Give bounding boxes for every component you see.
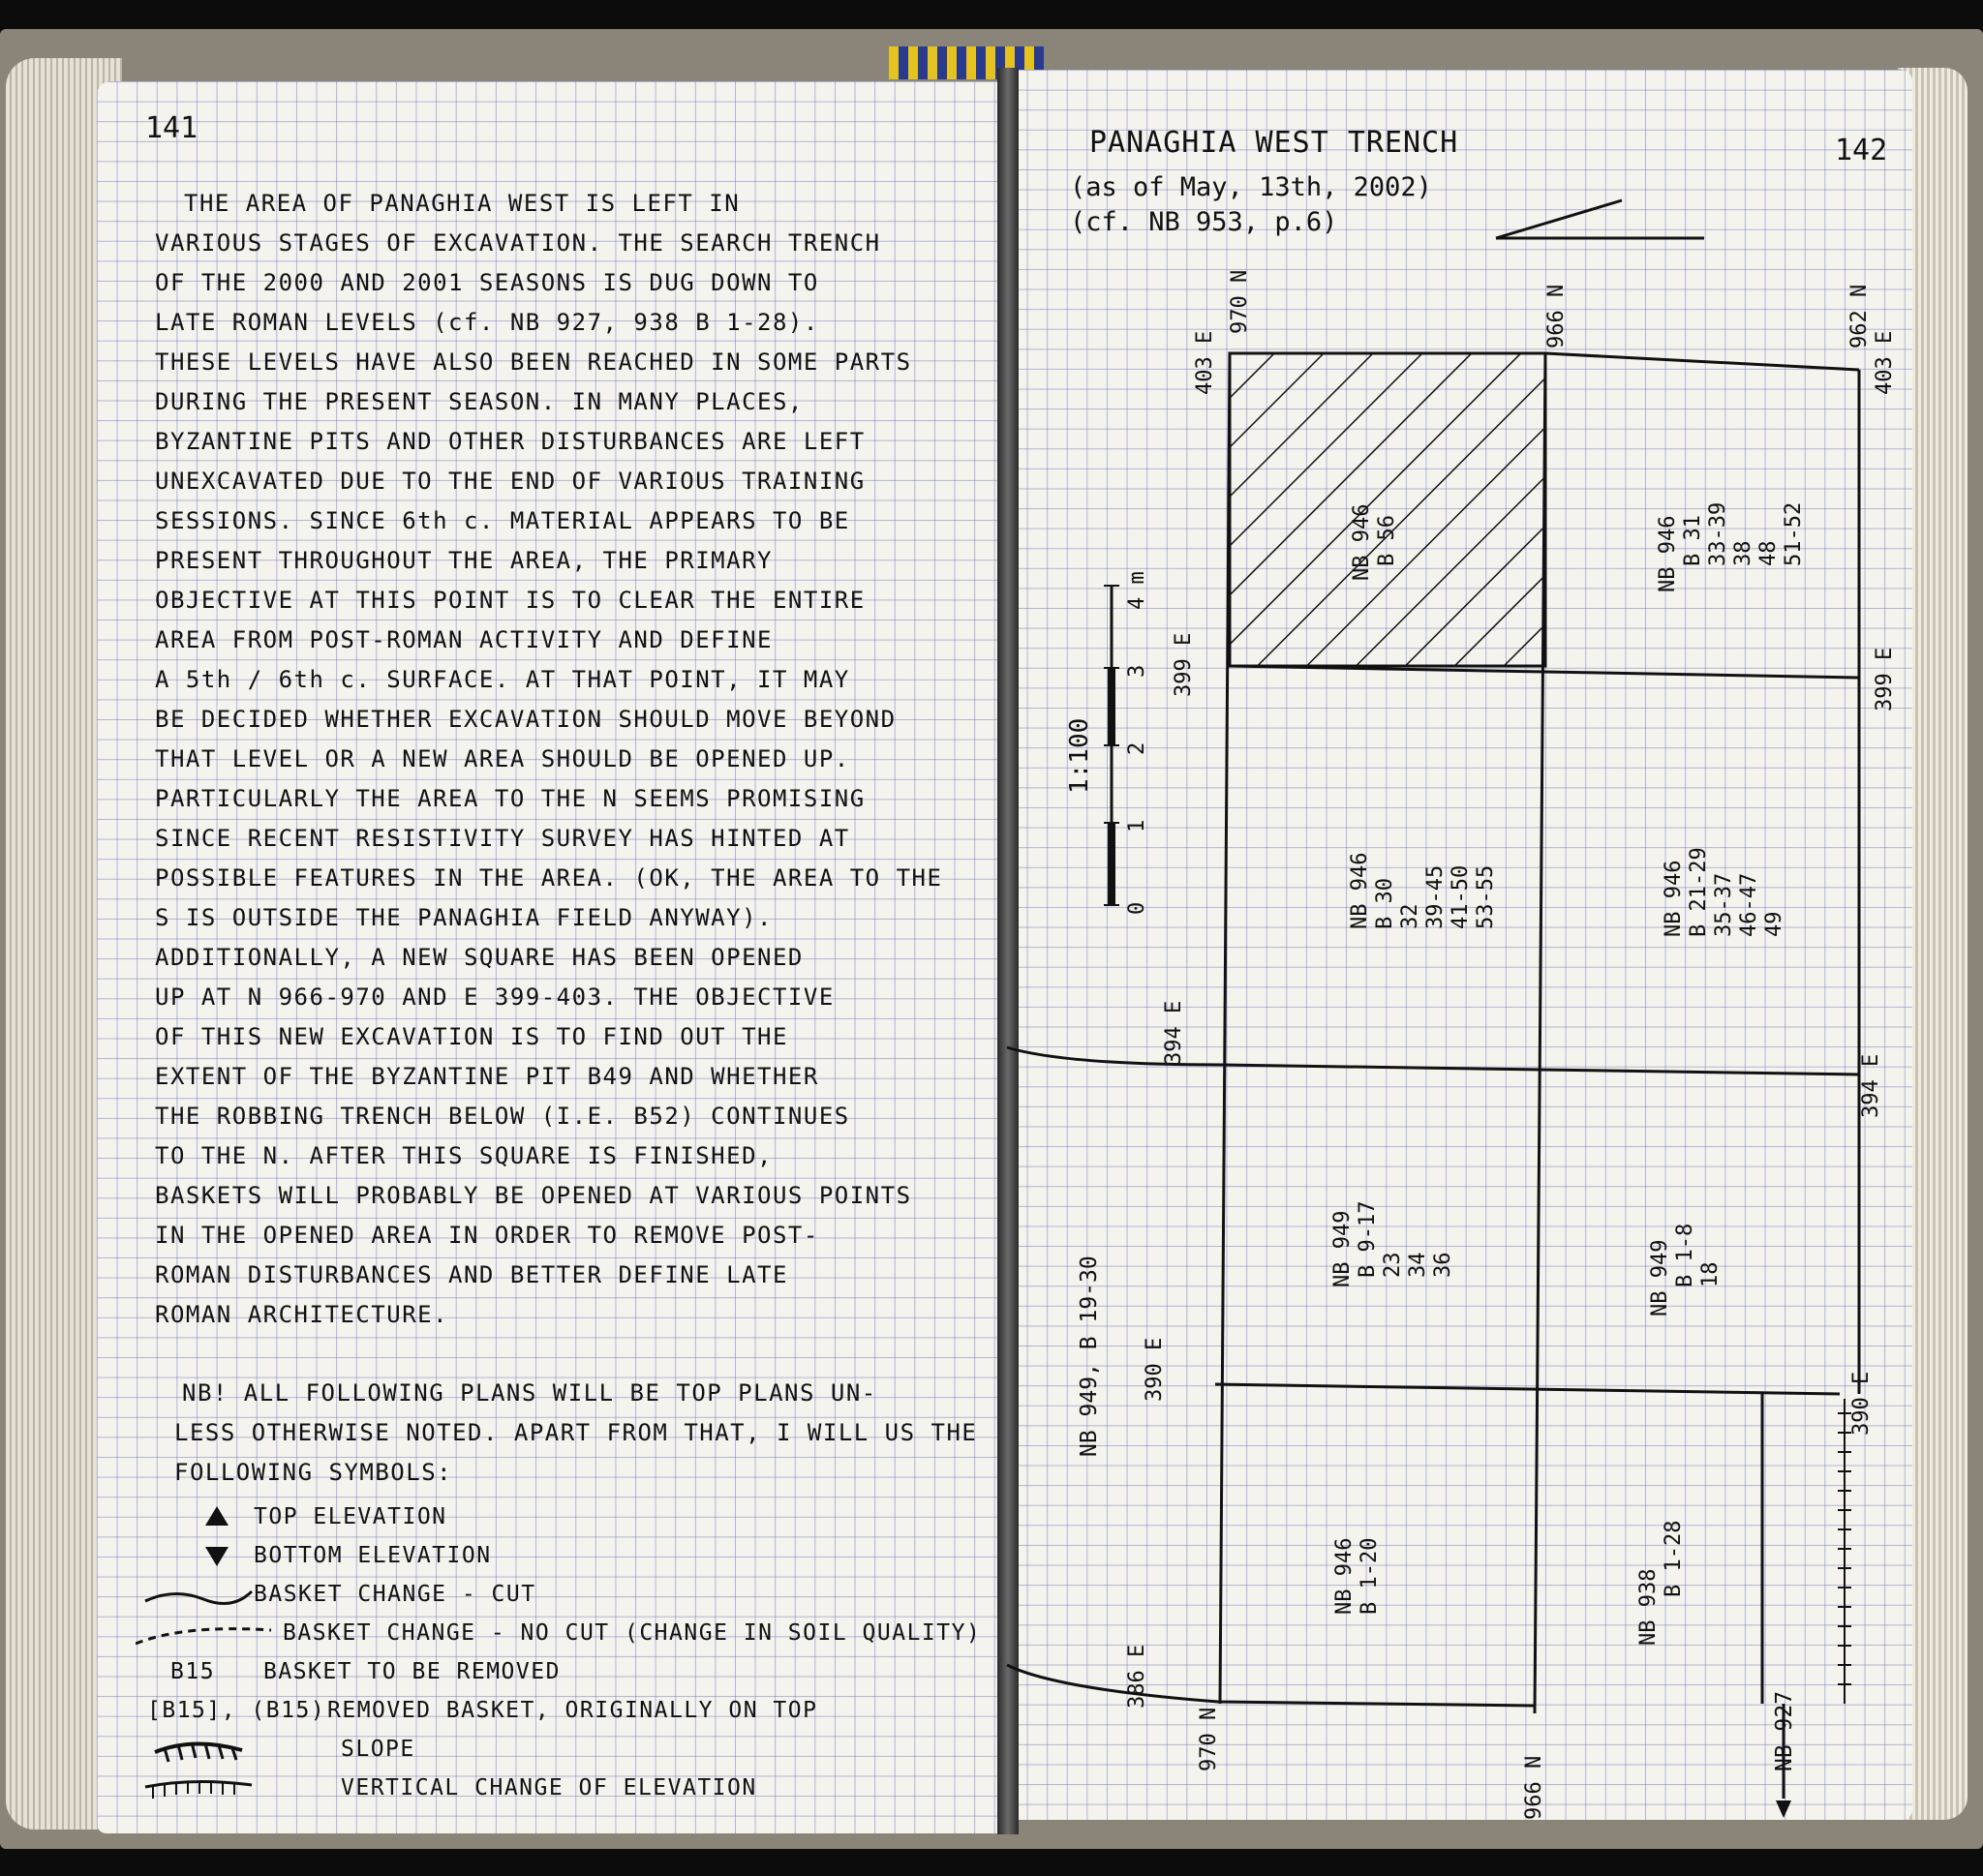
paragraph-line: IN THE OPENED AREA IN ORDER TO REMOVE POST- (155, 1222, 819, 1249)
scale-ratio-label: 1:100 (1065, 717, 1094, 794)
cell-nb: NB 946 (1350, 503, 1374, 581)
cell-nb: NB 946 (1656, 515, 1680, 592)
cell-baskets: B 1-28 (1662, 1520, 1686, 1597)
legend-symbol-text: [B15], (B15) (147, 1698, 326, 1723)
paragraph-line: UP AT N 966-970 AND E 399-403. THE OBJECTIVE (155, 983, 835, 1011)
scale-tick-label: 4 m (1125, 571, 1149, 610)
legend-item: TOP ELEVATION (136, 1500, 1007, 1535)
legend-item: SLOPE (136, 1733, 1007, 1768)
paragraph-line: THAT LEVEL OR A NEW AREA SHOULD BE OPENED UP. (155, 745, 850, 772)
grid-label: 962 N (1847, 284, 1872, 348)
paragraph-line: OBJECTIVE AT THIS POINT IS TO CLEAR THE ENTIRE (155, 587, 866, 614)
scale-bar (1104, 586, 1119, 905)
cell-baskets: B 56 (1375, 515, 1399, 566)
scale-tick-label: 0 (1125, 901, 1149, 915)
grid-label: 399 E (1873, 647, 1897, 711)
legend-item: [B15], (B15) REMOVED BASKET, ORIGINALLY ON TOP (147, 1698, 818, 1723)
page-number-left: 141 (145, 111, 198, 145)
cell-baskets: B 9-17 23 34 36 (1356, 1200, 1455, 1278)
grid-label: 970 N (1197, 1707, 1221, 1771)
paragraph-line: EXTENT OF THE BYZANTINE PIT B49 AND WHETHER (155, 1063, 819, 1090)
cell-nb: NB 949 (1330, 1210, 1355, 1287)
note-line: NB! ALL FOLLOWING PLANS WILL BE TOP PLANS UN- (182, 1379, 877, 1407)
paragraph-line: POSSIBLE FEATURES IN THE AREA. (OK, THE AREA TO THE (155, 864, 943, 892)
legend-item: BASKET CHANGE - CUT (136, 1578, 1007, 1613)
paragraph-line: ROMAN DISTURBANCES AND BETTER DEFINE LATE (155, 1261, 788, 1288)
page-number-right: 142 (1835, 134, 1888, 167)
plan-subtitle-date: (as of May, 13th, 2002) (1070, 172, 1432, 202)
paragraph-line: PARTICULARLY THE AREA TO THE N SEEMS PROMISING (155, 785, 866, 812)
paragraph-line: SESSIONS. SINCE 6th c. MATERIAL APPEARS TO BE (155, 507, 850, 534)
grid-label: 970 N (1228, 269, 1252, 334)
scale-tick-label: 3 (1125, 664, 1149, 678)
paragraph-line: THE AREA OF PANAGHIA WEST IS LEFT IN (184, 190, 741, 217)
paragraph-line: THESE LEVELS HAVE ALSO BEEN REACHED IN SOME PARTS (155, 348, 912, 376)
grid-label: 390 E (1143, 1337, 1167, 1402)
cell-baskets: B 21-29 35-37 46-47 49 (1687, 847, 1786, 937)
scale-tick-label: 1 (1125, 819, 1149, 832)
paragraph-line: BE DECIDED WHETHER EXCAVATION SHOULD MOVE BEYOND (155, 706, 897, 733)
plan-subtitle-reference: (cf. NB 953, p.6) (1070, 207, 1338, 237)
bottom-note-label: NB 927 (1772, 1690, 1797, 1771)
plan-title: PANAGHIA WEST TRENCH (1089, 126, 1459, 160)
cell-baskets: B 1-8 18 (1673, 1223, 1723, 1287)
grid-label: 390 E (1849, 1371, 1874, 1436)
grid-label: 386 E (1125, 1644, 1149, 1709)
grid-label: 394 E (1859, 1053, 1883, 1118)
cell-nb: NB 938 (1636, 1568, 1661, 1646)
grid-label: 966 N (1544, 284, 1569, 348)
cell-nb: NB 946 (1348, 852, 1372, 929)
paragraph-line: DURING THE PRESENT SEASON. IN MANY PLACES, (155, 388, 804, 415)
paragraph-line: OF THE 2000 AND 2001 SEASONS IS DUG DOWN TO (155, 269, 819, 296)
paragraph-line: BYZANTINE PITS AND OTHER DISTURBANCES ARE LEFT (155, 428, 866, 455)
paragraph-line: SINCE RECENT RESISTIVITY SURVEY HAS HINTED AT (155, 825, 850, 852)
grid-label: 966 N (1522, 1755, 1546, 1820)
legend-symbol-text: B15 (170, 1659, 216, 1684)
cell-nb: NB 946 (1332, 1537, 1357, 1615)
paragraph-line: LATE ROMAN LEVELS (cf. NB 927, 938 B 1-28). (155, 309, 819, 336)
legend-item: BOTTOM ELEVATION (136, 1539, 1007, 1574)
cell-baskets: B 1-20 (1358, 1537, 1382, 1615)
grid-label: 394 E (1162, 1000, 1186, 1065)
grid-label: 403 E (1873, 330, 1897, 395)
scale-tick-label: 2 (1125, 741, 1149, 755)
paragraph-line: ADDITIONALLY, A NEW SQUARE HAS BEEN OPENED (155, 944, 804, 971)
paragraph-line: ROMAN ARCHITECTURE. (155, 1301, 449, 1328)
grid-label: 399 E (1172, 632, 1196, 697)
legend-item: VERTICAL CHANGE OF ELEVATION (136, 1771, 1007, 1806)
paragraph-line: THE ROBBING TRENCH BELOW (I.E. B52) CONTINUES (155, 1103, 850, 1130)
paragraph-line: VARIOUS STAGES OF EXCAVATION. THE SEARCH TRENCH (155, 229, 881, 257)
note-line: LESS OTHERWISE NOTED. APART FROM THAT, I WILL US THE (174, 1419, 978, 1446)
paragraph-line: PRESENT THROUGHOUT THE AREA, THE PRIMARY (155, 547, 773, 574)
grid-label: 403 E (1193, 330, 1217, 395)
paragraph-line: BASKETS WILL PROBABLY BE OPENED AT VARIOUS POINTS (155, 1182, 912, 1209)
legend-item: B15 BASKET TO BE REMOVED (170, 1659, 561, 1684)
legend-item: BASKET CHANGE - NO CUT (CHANGE IN SOIL QUALITY) (136, 1617, 1007, 1651)
paragraph-line: A 5th / 6th c. SURFACE. AT THAT POINT, IT MAY (155, 666, 850, 693)
hatched-square (1230, 353, 1545, 666)
paragraph-line: UNEXCAVATED DUE TO THE END OF VARIOUS TRAINING (155, 468, 866, 495)
cell-nb: NB 946 (1662, 860, 1686, 937)
paragraph-line: TO THE N. AFTER THIS SQUARE IS FINISHED, (155, 1142, 773, 1169)
note-line: FOLLOWING SYMBOLS: (174, 1459, 453, 1486)
paragraph-line: AREA FROM POST-ROMAN ACTIVITY AND DEFINE (155, 626, 773, 653)
cell-nb: NB 949 (1648, 1239, 1672, 1316)
paragraph-line: S IS OUTSIDE THE PANAGHIA FIELD ANYWAY). (155, 904, 773, 931)
cell-baskets: B 31 33-39 38 48 51-52 (1681, 501, 1806, 566)
side-note-label: NB 949, B 19-30 (1077, 1256, 1102, 1457)
cell-baskets: B 30 32 39-45 41-50 53-55 (1373, 864, 1498, 929)
paragraph-line: OF THIS NEW EXCAVATION IS TO FIND OUT THE (155, 1023, 788, 1050)
